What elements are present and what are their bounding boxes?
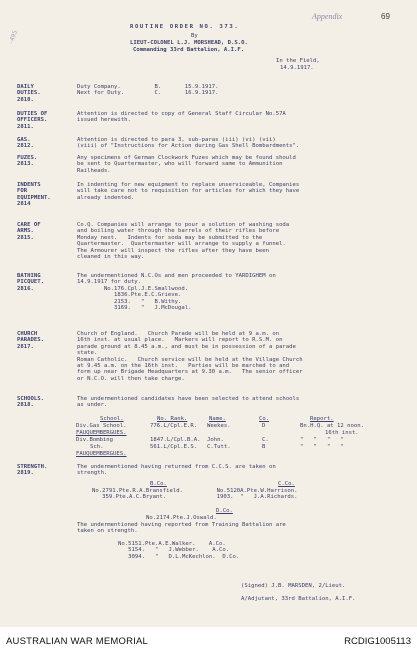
section-heading-indents: INDENTS FOR EQUIPMENT. 2814 (17, 182, 51, 208)
section-body-fuzes: Any specimens of German Clockwork Fuzes which may be found should be sent to Quartermaster, who will forward same to Ammunition Railheads. (77, 155, 296, 174)
schools-col-company: Co. (259, 416, 270, 422)
strength-intro: The undermentioned having returned from C.C.S. are taken on strength. (77, 464, 276, 477)
table-cell: " " " " (300, 444, 344, 450)
reference-code: RCDIG1005113 (344, 636, 411, 647)
strength-training-intro: The undermentioned having reported from Training Battalion are taken on strength. (77, 522, 286, 535)
section-heading-bathing-picquet: BATHING PICQUET. 2816. (17, 273, 44, 292)
table-cell: C.Tutt. (207, 444, 231, 450)
schools-col-school: School. (100, 416, 124, 422)
section-body-schools: The undermentioned candidates have been selected to attend schools as under. (77, 396, 300, 409)
schools-col-report: Report. (310, 416, 334, 422)
section-heading-daily-duties: DAILY DUTIES. 2810. (17, 84, 41, 103)
table-cell: 16th inst. (325, 430, 359, 436)
strength-b-company: B.Co. (150, 481, 167, 487)
order-place: In the Field, (276, 58, 320, 64)
section-body-bathing-picquet: The undermentioned N.C.Os and men proceeded to YARDIGHEM on 14.9.1917 for duty. No.176.Cpl.J.E.Smallwood. 1836.Pte.E.C.Grieve. 2153. " B.Withy. 3169. " J.McDougal. (77, 273, 276, 312)
strength-returned: No.2791.Pte.R.A.Bransfield. No.5120A.Pte.W.Harrison. 359.Pte.A.C.Bryant. 1903. " J.A.Richards. (92, 488, 298, 501)
archive-footer (0, 627, 417, 654)
table-cell: Div.Gas School. (76, 423, 127, 429)
table-cell: 1847.L/Cpl.B.A. (150, 437, 201, 443)
section-body-indents: In indenting for new equipment to replace unserviceable, Companies will take care not to requisition for articles for which they have already indented. (77, 182, 300, 201)
table-cell: 776.L/Cpl.E.R. (150, 423, 198, 429)
table-cell: FAUQUEMBERGUES. (76, 451, 127, 457)
order-title: ROUTINE ORDER NO. 373. (130, 24, 240, 30)
order-date: 14.9.1917. (280, 65, 314, 71)
table-cell: 561.L/Cpl.E.S. (150, 444, 198, 450)
table-cell: C. (262, 437, 269, 443)
page-number: 69 (381, 12, 390, 21)
appendix-annotation: Appendix (312, 12, 343, 21)
signature-title: A/Adjutant, 33rd Battalion, A.I.F. (241, 596, 356, 602)
section-heading-strength: STRENGTH. 2819. (17, 464, 48, 477)
order-officer: LIEUT-COLONEL L.J. MORSHEAD, D.S.O. (130, 40, 248, 46)
signature-line: (Signed) J.B. MARSDEN, 2/Lieut. (241, 583, 346, 589)
strength-d-company: D.Co. (216, 508, 233, 514)
schools-col-name: Name. (209, 416, 226, 422)
table-cell: D (262, 423, 266, 429)
strength-training-list: No.5151.Pte.A.E.Walker. A.Co. 5154. " J.Webber. A.Co. 3094. " D.L.McKechlon. D.Co. (118, 541, 240, 560)
section-body-daily-duties: Duty Company. B. 15.9.1917. Next for Duty. C. 16.9.1917. (77, 84, 219, 97)
section-body-duties-of-officers: Attention is directed to copy of General Staff Circular No.57A issued herewith. (77, 111, 286, 124)
table-cell: John. (207, 437, 224, 443)
section-heading-schools: SCHOOLS. 2818. (17, 396, 44, 409)
section-heading-church-parades: CHURCH PARADES. 2817. (17, 331, 44, 350)
schools-col-rank: No. Rank. (157, 416, 188, 422)
table-cell: FAUQUEMBERGUES. (76, 430, 127, 436)
order-command: Commanding 33rd Battalion, A.I.F. (133, 47, 245, 53)
section-heading-care-of-arms: CARE OF ARMS. 2815. (17, 222, 41, 241)
order-by: By (191, 33, 198, 39)
table-cell: " " " " (300, 437, 344, 443)
section-body-gas: Attention is directed to para 3, sub-paras (iii) (vi) (vii) (viii) of "Instructions for Action during Gas Shell Bombardments". (77, 137, 300, 150)
section-heading-duties-of-officers: DUTIES OF OFFICERS. 2811. (17, 111, 48, 130)
section-body-church-parades: Church of England. Church Parade will be held at 9 a.m. on 16th inst. at usual place. Markers will report to R.S.M. on parade ground at 8.45 a.m., and must be in possession of a parade state. Roman Catholic. Church service will be held at the Village Church at 9.45 a.m. on the 16th inst. Parties will be marched to and form up near Brigade Headquarters at 9.30 a.m. The senior officer or N.C.O. will then take charge. (77, 331, 303, 382)
strength-c-company: C.Co. (278, 481, 295, 487)
table-cell: Weekes. (207, 423, 231, 429)
table-cell: Bn.H.Q. at 12 noon. (300, 423, 364, 429)
strength-returned-d: No.2174.Pte.J.Oswald. (146, 515, 217, 521)
table-cell: Sch. (90, 444, 104, 450)
table-cell: Div.Bombing (76, 437, 114, 443)
section-heading-fuzes: FUZES. 2813. (17, 155, 38, 168)
section-heading-gas: GAS. 2812. (17, 137, 34, 150)
table-cell: B (262, 444, 266, 450)
section-body-care-of-arms: Co.Q. Companies will arrange to pour a solution of washing soda and boiling water through the barrels of their rifles before Monday next. Indents for soda may be submitted to the Quartermaster. Quartermaster will arrange to supply a funnel. The Armourer will inspect the rifles after they have been cleaned in this way. (77, 222, 290, 261)
institution-name: AUSTRALIAN WAR MEMORIAL (6, 636, 149, 647)
margin-mark: -495 (7, 29, 19, 46)
